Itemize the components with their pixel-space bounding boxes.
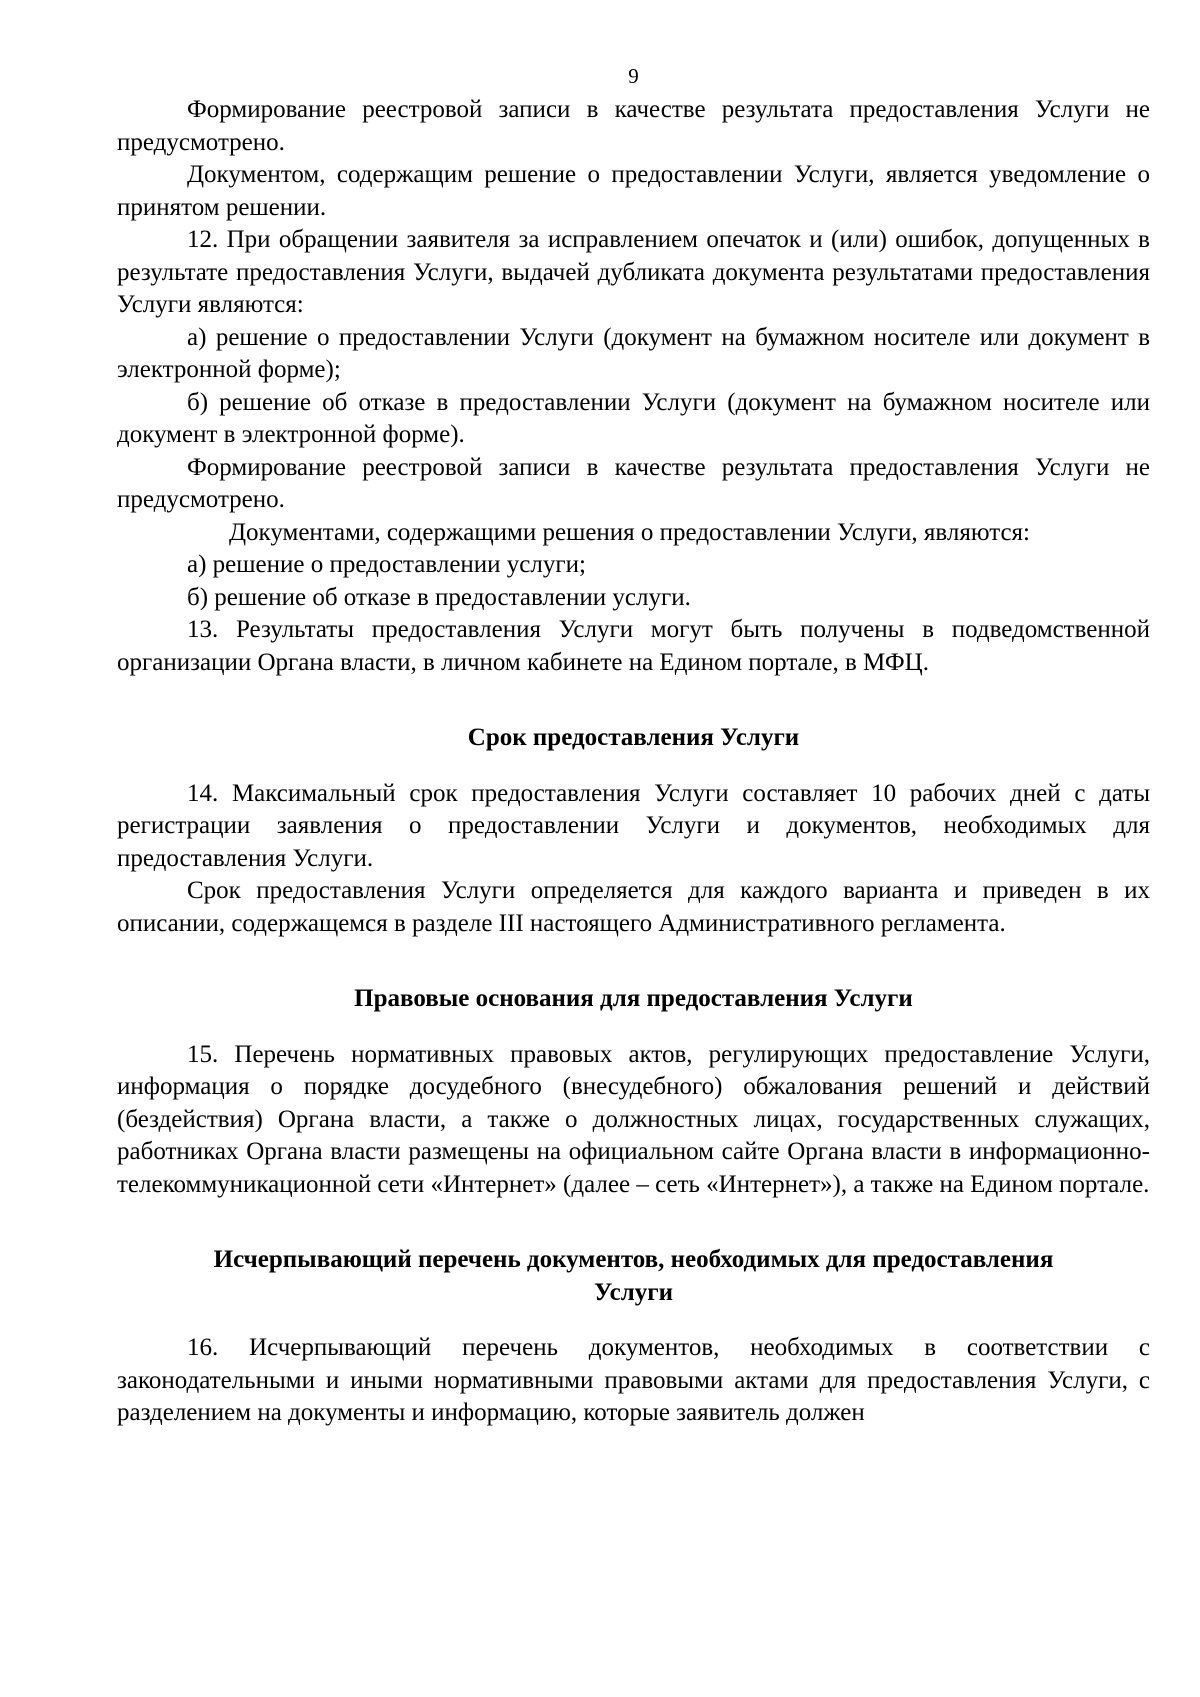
term-section — [117, 722, 1150, 940]
paragraph-registry-record-1: Формирование реестровой записи в качестве результата предоставления Услуги не предусмотрено. — [117, 96, 1150, 156]
paragraph-decision-documents: Документами, содержащими решения о предоставлении Услуги, являются: — [229, 518, 1030, 546]
paragraph-term-variants: Срок предоставления Услуги определяется для каждого варианта и приведен в их описании, содержащемся в разделе III настоящего Административного регламента. — [117, 877, 1150, 937]
paragraph-registry-record-2: Формирование реестровой записи в качестве результата предоставления Услуги не предусмотрено. — [117, 453, 1150, 513]
paragraph-item-12: 12. При обращении заявителя за исправлением опечаток и (или) ошибок, допущенных в результате предоставления Услуги, выдачей дубликата документа результатами предоставления Услуги являются: — [117, 226, 1150, 318]
paragraph-item-12-a: а) решение о предоставлении Услуги (документ на бумажном носителе или документ в электронной форме); — [117, 323, 1150, 383]
paragraph-decision-a: а) решение о предоставлении услуги; — [187, 551, 586, 578]
paragraph-item-16: 16. Исчерпывающий перечень документов, необходимых в соответствии с законодательными и иными нормативными правовыми актами для предоставления Услуги, с разделением на документы и информацию, которые заявитель должен — [117, 1334, 1150, 1426]
paragraph-item-13: 13. Результаты предоставления Услуги могут быть получены в подведомственной организации Органа власти, в личном кабинете на Едином портале, в МФЦ. — [117, 616, 1150, 676]
page-number: 9 — [628, 64, 639, 88]
paragraph-decision-b: б) решение об отказе в предоставлении услуги. — [187, 583, 691, 611]
section-heading-legal-basis: Правовые основания для предоставления Услуги — [354, 985, 913, 1012]
paragraph-item-12-b: б) решение об отказе в предоставлении Услуги (документ на бумажном носителе или документ в электронной форме). — [117, 388, 1150, 448]
section-heading-term: Срок предоставления Услуги — [467, 724, 800, 751]
section-heading-documents-line-1: Исчерпывающий перечень документов, необходимых для предоставления — [213, 1246, 1054, 1273]
legal-basis-section — [117, 983, 1150, 1201]
paragraph-decision-document: Документом, содержащим решение о предоставлении Услуги, является уведомление о принятом решении. — [117, 161, 1150, 221]
paragraph-item-15: 15. Перечень нормативных правовых актов, регулирующих предоставление Услуги, информация о порядке досудебного (внесудебного) обжалования решений и действий (бездействия) Органа власти, а также о должностных лицах, государственных служащих, работниках Органа власти размещены на официальном сайте Органа власти в информационно-телекоммуникационной сети «Интернет» (далее – сеть «Интернет»), а также на Едином портале. — [117, 1040, 1150, 1198]
documents-section — [117, 1244, 1150, 1430]
results-section — [117, 94, 1150, 679]
paragraph-item-14: 14. Максимальный срок предоставления Услуги составляет 10 рабочих дней с даты регистрации заявления о предоставлении Услуги и документов, необходимых для предоставления Услуги. — [117, 779, 1150, 872]
section-heading-documents-line-2: Услуги — [593, 1278, 674, 1306]
